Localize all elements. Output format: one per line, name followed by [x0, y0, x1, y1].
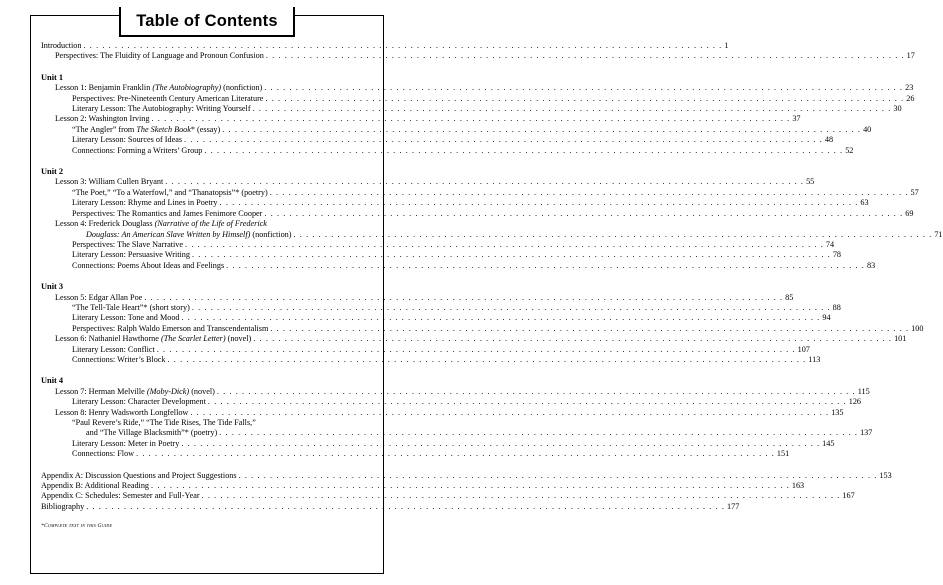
toc-entry-page: 74 — [825, 239, 835, 249]
leader-dots — [202, 491, 841, 501]
toc-entry-page: 17 — [906, 51, 915, 61]
toc-entry-page: 71 — [934, 229, 943, 239]
toc-entry — [41, 41, 729, 51]
toc-entry — [41, 302, 841, 313]
leader-dots — [239, 471, 878, 481]
units-section — [41, 62, 943, 460]
leader-dots — [83, 41, 722, 51]
toc-entry — [41, 93, 915, 104]
toc-entry-page: 55 — [806, 177, 815, 187]
toc-entry-title: Appendix A: Discussion Questions and Project Suggestions — [41, 470, 237, 480]
leader-dots — [253, 334, 892, 344]
toc-entry — [41, 145, 854, 156]
leader-dots — [185, 240, 824, 250]
leader-dots — [151, 481, 790, 491]
toc-entry-page: 52 — [845, 145, 854, 155]
toc-entry — [41, 177, 815, 187]
leader-dots — [151, 114, 790, 124]
unit-heading: Unit 4 — [41, 376, 64, 386]
toc-entry-page: 26 — [906, 93, 915, 103]
page-title: Table of Contents — [136, 11, 278, 30]
leader-dots — [181, 439, 820, 449]
toc-entry — [41, 438, 835, 449]
toc-entry — [41, 470, 892, 481]
toc-entry-title: Lesson 6: Nathaniel Hawthorne (The Scarlet Letter) (novel) — [55, 334, 252, 344]
toc-entry-title: Connections: Poems About Ideas and Feelings — [72, 260, 225, 270]
toc-entry-page: 69 — [905, 208, 914, 218]
leader-dots — [86, 502, 725, 512]
leader-dots — [219, 428, 858, 438]
toc-entry — [41, 334, 907, 344]
toc-entry-title: Lesson 1: Benjamin Franklin (The Autobiography) (nonfiction) — [55, 83, 263, 93]
toc-entry — [41, 491, 855, 501]
toc-entry-title: Bibliography — [41, 501, 85, 511]
toc-entry — [41, 135, 834, 145]
toc-entry-title: Introduction — [41, 41, 82, 50]
toc-entry — [41, 124, 872, 135]
leader-dots — [144, 293, 783, 303]
toc-entry-title: Literary Lesson: The Autobiography: Writing Yourself — [72, 104, 251, 114]
toc-entry — [41, 187, 919, 198]
toc-entry-title: Connections: Writer’s Block — [72, 354, 166, 364]
leader-dots — [270, 188, 909, 198]
leader-dots — [265, 94, 904, 104]
toc-entry-title: “The Tell-Tale Heart”* (short story) — [72, 302, 190, 312]
toc-entry-title: Literary Lesson: Meter in Poetry — [72, 438, 180, 448]
toc-entry-title: Douglass: An American Slave Written by Himself) (nonfiction) — [86, 229, 292, 239]
leader-dots — [222, 125, 861, 135]
leader-dots — [165, 177, 804, 187]
toc-entry — [41, 449, 790, 459]
leader-dots — [204, 146, 843, 156]
toc-entry-page: 23 — [905, 83, 914, 93]
toc-entry-page: 126 — [848, 397, 862, 407]
toc-entry-page: 63 — [860, 198, 869, 208]
toc-entry-title: Literary Lesson: Persuasive Writing — [72, 250, 190, 260]
toc-entry-title: Lesson 3: William Cullen Bryant — [55, 177, 164, 187]
toc-entry-title: Perspectives: The Fluidity of Language and Pronoun Confusion — [55, 51, 264, 61]
toc-entry — [41, 397, 862, 407]
toc-entry-page: 137 — [860, 428, 873, 438]
leader-dots — [294, 230, 933, 240]
leader-dots — [226, 261, 865, 271]
toc-entry-title: Connections: Forming a Writers’ Group — [72, 145, 203, 155]
toc-entry-page: 94 — [822, 313, 831, 323]
toc-entry — [41, 344, 810, 355]
toc-entry-title: “The Angler” from The Sketch Book* (essay) — [72, 124, 221, 134]
toc-entry — [41, 418, 371, 428]
toc-entry-page: 145 — [822, 438, 835, 448]
leader-dots — [192, 303, 831, 313]
toc-entry-page: 40 — [863, 124, 872, 134]
toc-entry — [41, 501, 740, 512]
toc-entry — [41, 481, 805, 491]
toc-entry-page: 30 — [893, 104, 902, 114]
toc-entry-page: 1 — [724, 41, 729, 50]
toc-entry-title: Perspectives: Pre-Nineteenth Century American Literature — [72, 93, 264, 103]
toc-entry-page: 163 — [791, 481, 805, 491]
toc-entry-title: “The Poet,” “To a Waterfowl,” and “Thanatopsis”* (poetry) — [72, 187, 268, 197]
toc-entry — [41, 239, 835, 250]
leader-dots — [264, 209, 903, 219]
toc-entry-page: 115 — [857, 386, 870, 396]
footnote — [41, 523, 371, 529]
toc-entry-title: Appendix B: Additional Reading — [41, 481, 150, 491]
appendix-section — [41, 470, 892, 513]
toc-entry — [41, 386, 870, 397]
toc-entry-page: 85 — [785, 292, 794, 302]
toc-entry — [41, 114, 801, 124]
leader-dots — [264, 83, 903, 93]
unit-heading: Unit 2 — [41, 167, 64, 177]
leader-dots — [208, 397, 847, 407]
unit-heading: Unit 3 — [41, 282, 64, 292]
toc-entry-title: Lesson 2: Washington Irving — [55, 114, 150, 124]
toc-entry-page: 37 — [792, 114, 801, 124]
toc-entry — [41, 292, 794, 303]
toc-entry — [41, 51, 915, 61]
toc-entry-page: 57 — [910, 187, 919, 197]
leader-dots — [136, 449, 775, 459]
toc-entry-title: and “The Village Blacksmith”* (poetry) — [86, 428, 218, 438]
leader-dots — [168, 355, 807, 365]
toc-entry — [41, 229, 943, 240]
toc-entry-page: 151 — [776, 449, 790, 459]
toc-entry-page: 135 — [831, 407, 844, 417]
toc-entry — [41, 83, 914, 93]
toc-entry-title: Perspectives: Ralph Waldo Emerson and Transcendentalism — [72, 323, 269, 333]
toc-entry-title: Literary Lesson: Conflict — [72, 344, 155, 354]
leader-dots — [266, 51, 905, 61]
leader-dots — [270, 324, 909, 334]
toc-entry-title: Lesson 7: Herman Melville (Moby-Dick) (novel) — [55, 386, 215, 396]
toc-entry-title: Perspectives: The Slave Narrative — [72, 239, 184, 249]
toc-entry — [41, 407, 844, 418]
leader-dots — [192, 250, 831, 260]
toc-entry-title: Literary Lesson: Rhyme and Lines in Poetry — [72, 198, 218, 208]
leader-dots — [220, 198, 859, 208]
toc-entry-page: 88 — [832, 302, 841, 312]
toc-entry-title: Lesson 5: Edgar Allan Poe — [55, 292, 143, 302]
toc-page — [30, 11, 943, 574]
toc-entry-title: Perspectives: The Romantics and James Fenimore Cooper — [72, 208, 263, 218]
toc-entry — [41, 428, 873, 438]
toc-entry — [41, 323, 924, 334]
footnote-text: *Complete text in this Guide — [41, 523, 113, 530]
toc-entry — [41, 219, 371, 229]
toc-entry-title: Lesson 8: Henry Wadsworth Longfellow — [55, 407, 189, 417]
toc-entry-title: Literary Lesson: Sources of Ideas — [72, 135, 183, 145]
toc-entry-page: 167 — [842, 491, 855, 501]
toc-entry-title: “Paul Revere’s Ride,” “The Tide Rises, The Tide Falls,” — [72, 418, 256, 427]
toc-entry-title: Literary Lesson: Character Development — [72, 397, 206, 407]
toc-entry — [41, 354, 821, 365]
toc-entry-page: 48 — [824, 135, 834, 145]
toc-entry — [41, 260, 876, 271]
toc-entry — [41, 313, 831, 323]
leader-dots — [190, 408, 829, 418]
toc-entry-page: 78 — [832, 250, 841, 260]
toc-entry-title: Appendix C: Schedules: Semester and Full-Year — [41, 491, 200, 501]
toc-entry-title: Lesson 4: Frederick Douglass (Narrative of the Life of Frederick — [55, 219, 267, 229]
toc-entry-page: 83 — [866, 260, 876, 270]
leader-dots — [217, 387, 856, 397]
toc-list — [41, 41, 943, 530]
leader-dots — [184, 135, 823, 145]
toc-entry — [41, 104, 902, 114]
toc-entry — [41, 250, 841, 260]
toc-entry-page: 153 — [879, 470, 892, 480]
toc-entry-page: 101 — [894, 334, 907, 344]
leader-dots — [157, 345, 796, 355]
toc-entry-page: 100 — [911, 323, 924, 333]
leader-dots — [182, 313, 821, 323]
toc-entry — [41, 198, 869, 208]
toc-entry-title: Connections: Flow — [72, 449, 135, 459]
toc-entry-title: Literary Lesson: Tone and Mood — [72, 313, 180, 323]
toc-entry-page: 177 — [727, 501, 740, 511]
toc-entry — [41, 208, 914, 219]
unit-heading: Unit 1 — [41, 72, 64, 82]
toc-entry-page: 113 — [808, 354, 821, 364]
title-box — [119, 7, 295, 37]
toc-entry-page: 107 — [797, 344, 810, 354]
intro-section — [41, 41, 915, 62]
leader-dots — [253, 104, 892, 114]
